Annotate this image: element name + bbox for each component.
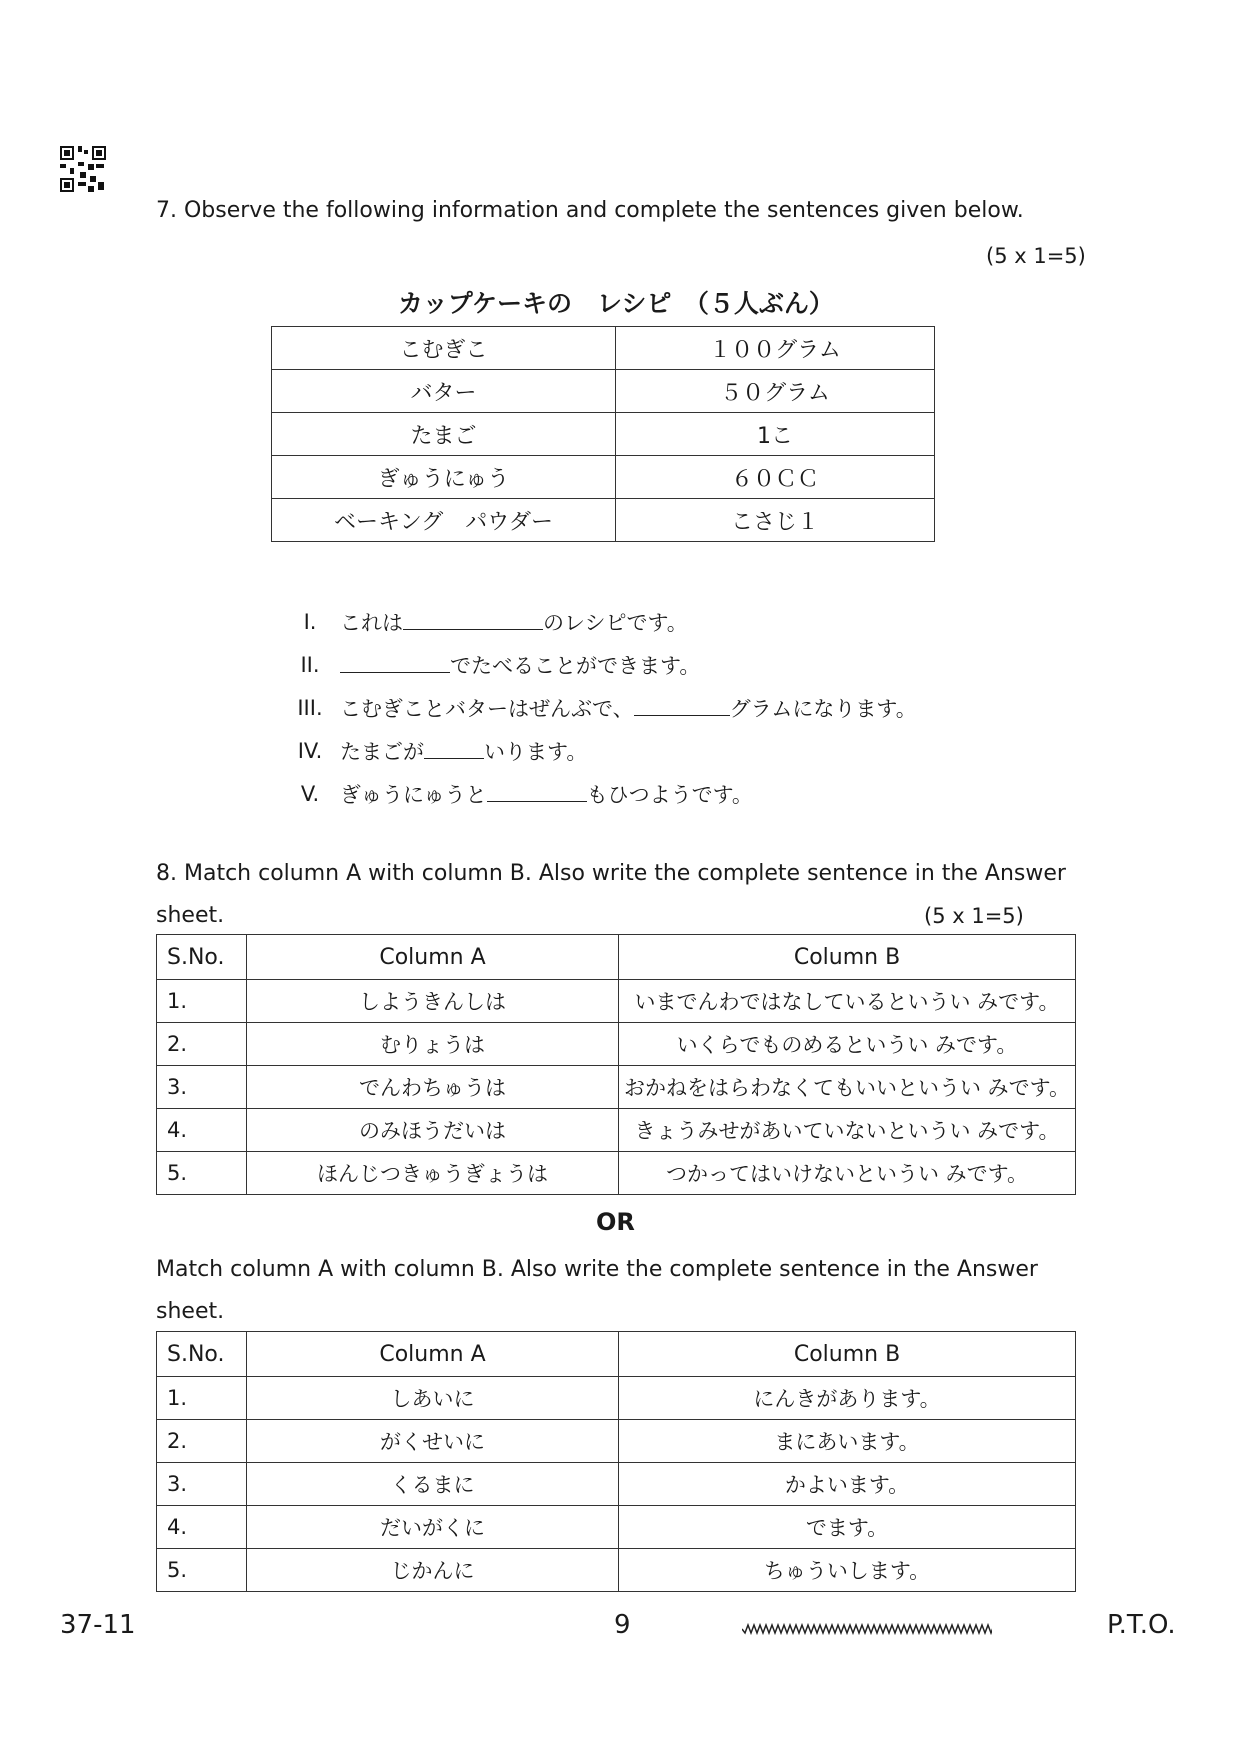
column-a-cell: くるまに xyxy=(247,1463,619,1506)
page-number: 9 xyxy=(614,1610,631,1640)
column-b-cell: いまでんわではなしているというい みです。 xyxy=(619,980,1076,1023)
row-sno: 3. xyxy=(157,1066,247,1109)
match-table-2 xyxy=(156,1331,1076,1592)
q8-heading-line2: sheet. xyxy=(156,903,225,928)
table-row xyxy=(157,1109,1076,1152)
row-sno: 1. xyxy=(157,980,247,1023)
paper-code: 37-11 xyxy=(60,1610,136,1640)
row-sno: 3. xyxy=(157,1463,247,1506)
sentence-list xyxy=(280,600,917,815)
column-a-cell: でんわちゅうは xyxy=(247,1066,619,1109)
sentence-before: これは xyxy=(340,610,403,635)
column-a-cell: しあいに xyxy=(247,1377,619,1420)
sentence-item xyxy=(280,686,917,729)
column-a-cell: しようきんしは xyxy=(247,980,619,1023)
sentence-after: いります。 xyxy=(484,739,588,764)
qr-code-icon xyxy=(60,146,106,192)
ingredient-amount: １００グラム xyxy=(616,327,935,370)
answer-blank xyxy=(634,697,730,716)
column-b-cell: にんきがあります。 xyxy=(619,1377,1076,1420)
sentence-number: II. xyxy=(300,652,320,677)
column-b-cell: まにあいます。 xyxy=(619,1420,1076,1463)
row-sno: 5. xyxy=(157,1549,247,1592)
alt-heading xyxy=(156,1249,1076,1333)
answer-blank xyxy=(424,740,484,759)
column-b-cell: でます。 xyxy=(619,1506,1076,1549)
ingredient-name: ぎゅうにゅう xyxy=(272,456,616,499)
column-b-cell: きょうみせがあいていないというい みです。 xyxy=(619,1109,1076,1152)
recipe-row xyxy=(272,370,935,413)
table-row xyxy=(157,1420,1076,1463)
ingredient-amount: こさじ１ xyxy=(616,499,935,542)
column-b-cell: いくらでものめるというい みです。 xyxy=(619,1023,1076,1066)
table-row xyxy=(157,1549,1076,1592)
ingredient-name: ベーキング パウダー xyxy=(272,499,616,542)
table-row xyxy=(157,1506,1076,1549)
recipe-row xyxy=(272,499,935,542)
column-a-cell: じかんに xyxy=(247,1549,619,1592)
wavy-line-decoration xyxy=(742,1622,992,1636)
match-table-1 xyxy=(156,934,1076,1195)
sentence-number: V. xyxy=(300,781,320,806)
header-column-a: Column A xyxy=(247,1332,619,1377)
column-a-cell: むりょうは xyxy=(247,1023,619,1066)
sentence-text xyxy=(340,693,917,723)
recipe-row xyxy=(272,456,935,499)
recipe-title: カップケーキの レシピ （５人ぶん） xyxy=(398,289,834,318)
recipe-row xyxy=(272,413,935,456)
answer-blank xyxy=(487,783,587,802)
column-a-cell: だいがくに xyxy=(247,1506,619,1549)
sentence-text xyxy=(340,650,700,680)
table-row xyxy=(157,1463,1076,1506)
row-sno: 2. xyxy=(157,1023,247,1066)
sentence-after: のレシピです。 xyxy=(543,610,688,635)
q8-heading-line1: 8. Match column A with column B. Also write the complete sentence in the Answer xyxy=(156,861,1066,886)
sentence-number: III. xyxy=(297,695,323,720)
row-sno: 2. xyxy=(157,1420,247,1463)
alt-heading-line1: Match column A with column B. Also write the complete sentence in the Answer xyxy=(156,1257,1038,1282)
q7-marks: (5 x 1=5) xyxy=(986,244,1086,268)
sentence-number: IV. xyxy=(297,738,323,763)
ingredient-amount: ６０ＣＣ xyxy=(616,456,935,499)
ingredient-name: こむぎこ xyxy=(272,327,616,370)
sentence-text xyxy=(340,736,587,766)
ingredient-name: たまご xyxy=(272,413,616,456)
pto-label: P.T.O. xyxy=(1107,1610,1176,1640)
column-a-cell: ほんじつきゅうぎょうは xyxy=(247,1152,619,1195)
ingredient-amount: ５０グラム xyxy=(616,370,935,413)
column-b-cell: かよいます。 xyxy=(619,1463,1076,1506)
ingredient-name: バター xyxy=(272,370,616,413)
header-column-a: Column A xyxy=(247,935,619,980)
sentence-before: こむぎことバターはぜんぶで、 xyxy=(340,696,634,721)
sentence-before: たまごが xyxy=(340,739,424,764)
column-a-cell: のみほうだいは xyxy=(247,1109,619,1152)
q8-heading xyxy=(156,853,1076,937)
header-column-b: Column B xyxy=(619,1332,1076,1377)
ingredient-amount: 1こ xyxy=(616,413,935,456)
recipe-row xyxy=(272,327,935,370)
table-row xyxy=(157,980,1076,1023)
header-column-b: Column B xyxy=(619,935,1076,980)
alt-heading-line2: sheet. xyxy=(156,1299,225,1324)
sentence-item xyxy=(280,600,917,643)
column-a-cell: がくせいに xyxy=(247,1420,619,1463)
table-row xyxy=(157,1066,1076,1109)
sentence-item xyxy=(280,772,917,815)
sentence-number: I. xyxy=(303,609,317,634)
table-row xyxy=(157,1023,1076,1066)
q7-heading: 7. Observe the following information and complete the sentences given below. xyxy=(156,198,1024,223)
table-row xyxy=(157,1152,1076,1195)
or-label: OR xyxy=(596,1208,635,1236)
answer-blank xyxy=(340,654,450,673)
table-row xyxy=(157,1377,1076,1420)
column-b-cell: つかってはいけないというい みです。 xyxy=(619,1152,1076,1195)
answer-blank xyxy=(403,611,543,630)
q8-marks: (5 x 1=5) xyxy=(924,904,1024,928)
sentence-text xyxy=(340,607,688,637)
row-sno: 1. xyxy=(157,1377,247,1420)
row-sno: 4. xyxy=(157,1109,247,1152)
sentence-after: グラムになります。 xyxy=(729,696,917,721)
row-sno: 4. xyxy=(157,1506,247,1549)
sentence-text xyxy=(340,779,753,809)
sentence-before: ぎゅうにゅうと xyxy=(340,782,487,807)
sentence-item xyxy=(280,729,917,772)
header-sno: S.No. xyxy=(157,1332,247,1377)
sentence-after: もひつようです。 xyxy=(586,782,753,807)
column-b-cell: ちゅういします。 xyxy=(619,1549,1076,1592)
row-sno: 5. xyxy=(157,1152,247,1195)
recipe-table xyxy=(271,326,935,542)
column-b-cell: おかねをはらわなくてもいいというい みです。 xyxy=(619,1066,1076,1109)
sentence-after: でたべることができます。 xyxy=(450,653,701,678)
header-sno: S.No. xyxy=(157,935,247,980)
sentence-item xyxy=(280,643,917,686)
